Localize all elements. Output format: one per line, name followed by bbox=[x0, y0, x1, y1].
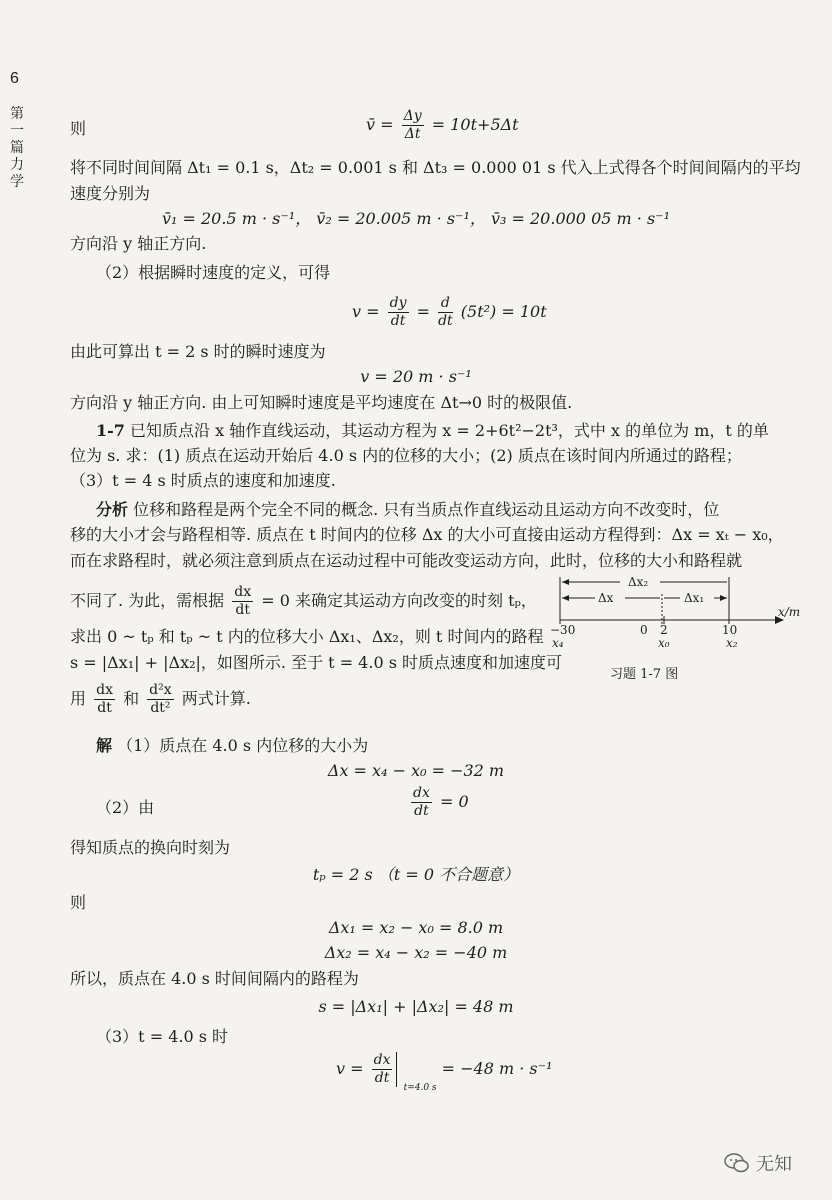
frac-den: dt² bbox=[150, 700, 171, 716]
frac-num: dx bbox=[234, 584, 252, 600]
watermark bbox=[724, 1150, 792, 1176]
fraction bbox=[372, 1052, 398, 1087]
text-line: （1）质点在 4.0 s 内位移的大小为 bbox=[117, 736, 369, 755]
arrow-dx1-head bbox=[720, 595, 727, 601]
text-line: 得知质点的换向时刻为 bbox=[70, 838, 231, 857]
fraction bbox=[388, 295, 409, 330]
arrow-dx-head bbox=[562, 595, 569, 601]
frac-den: dt bbox=[97, 700, 112, 716]
equation-dx1: Δx₁ = x₂ − x₀ = 8.0 m bbox=[328, 918, 504, 937]
frac-num: dx bbox=[373, 1052, 391, 1068]
equation-v20: v = 20 m · s⁻¹ bbox=[360, 367, 472, 386]
frac-num: d bbox=[438, 295, 453, 313]
problem-number: 1-7 bbox=[96, 421, 125, 440]
problem-statement bbox=[96, 420, 769, 442]
frac-den: dt bbox=[390, 313, 406, 329]
eq-part: v̄ = bbox=[366, 115, 394, 134]
tick-label-10: 10 bbox=[722, 623, 738, 637]
eq-part: v = bbox=[352, 302, 380, 321]
text-line: 位为 s. 求：(1) 质点在运动开始后 4.0 s 内的位移的大小；(2) 质点在该时间内所通过的路程； bbox=[70, 446, 742, 465]
point-label-x2: x₂ bbox=[726, 636, 738, 650]
eq-part: = 0 bbox=[439, 792, 469, 811]
text-line: 则 bbox=[70, 119, 87, 138]
tick-label-m30: −30 bbox=[550, 623, 576, 637]
text-line: 方向沿 y 轴正方向. bbox=[70, 234, 207, 253]
text-line: 移的大小才会与路程相等. 质点在 t 时间内的位移 Δx 的大小可直接由运动方程得到：Δx = xₜ − x₀， bbox=[70, 525, 784, 544]
wechat-icon bbox=[724, 1153, 750, 1173]
frac-num: d²x bbox=[149, 682, 172, 698]
fraction bbox=[147, 682, 173, 717]
point-label-x4: x₄ bbox=[552, 636, 564, 650]
label-dx1: Δx₁ bbox=[684, 591, 705, 605]
figure-caption: 习题 1-7 图 bbox=[610, 667, 679, 682]
text-line: 则 bbox=[70, 893, 87, 912]
point-label-x0: x₀ bbox=[658, 636, 670, 650]
frac-num: dx bbox=[96, 682, 113, 698]
text-line: （3）t = 4 s 时质点的速度和加速度. bbox=[70, 471, 336, 490]
eq-part: = bbox=[416, 302, 430, 321]
frac-num: Δy bbox=[403, 108, 422, 124]
motion-diagram bbox=[540, 572, 800, 650]
solution-heading: 解 bbox=[96, 736, 113, 755]
eq-part: v = bbox=[336, 1059, 364, 1078]
equation-avg-velocities: v̄₁ = 20.5 m · s⁻¹， v̄₂ = 20.005 m · s⁻¹， v̄₃ = 20.000 05 m · s⁻¹ bbox=[161, 209, 671, 228]
fraction bbox=[411, 785, 432, 820]
text-line: （3）t = 4.0 s 时 bbox=[96, 1027, 229, 1046]
equation-turning-time: tₚ = 2 s （t = 0 不合题意） bbox=[312, 865, 520, 884]
equation-path: s = |Δx₁| + |Δx₂| = 48 m bbox=[318, 997, 514, 1016]
solution-paragraph bbox=[96, 735, 368, 757]
text-line: 由此可算出 t = 2 s 时的瞬时速度为 bbox=[70, 342, 326, 361]
analysis-heading: 分析 bbox=[96, 500, 129, 519]
equation-avg-velocity bbox=[366, 108, 519, 143]
text-line: 所以，质点在 4.0 s 时间间隔内的路程为 bbox=[70, 969, 359, 988]
eq-part: = 0 来确定其运动方向改变的时刻 tₚ， bbox=[261, 591, 537, 610]
text-line: s = |Δx₁| + |Δx₂|，如图所示. 至于 t = 4.0 s 时质点速度和加速度可 bbox=[70, 653, 563, 672]
label-dx: Δx bbox=[598, 591, 614, 605]
eq-part: (5t²) = 10t bbox=[460, 302, 547, 321]
section-label: 第一篇 力学 bbox=[10, 106, 24, 190]
text-line-with-fraction bbox=[70, 682, 251, 717]
fraction bbox=[94, 682, 115, 717]
equation-dxdt-zero bbox=[408, 785, 469, 820]
text-line-with-fraction bbox=[70, 584, 537, 619]
frac-den: dt bbox=[235, 602, 250, 618]
arrow-dx2-head bbox=[562, 579, 569, 585]
equation-velocity-at-4s bbox=[336, 1052, 552, 1099]
equation-dx2: Δx₂ = x₄ − x₂ = −40 m bbox=[324, 943, 508, 962]
axis-label: x/m bbox=[778, 605, 800, 619]
page-number: 6 bbox=[10, 70, 19, 87]
tick-label-0: 0 bbox=[640, 623, 648, 637]
tick-label-2: 2 bbox=[660, 623, 668, 637]
text-line: 求出 0 ~ tₚ 和 tₚ ~ t 内的位移大小 Δx₁、Δx₂，则 t 时间内的路程 bbox=[70, 627, 544, 646]
eq-part: = −48 m · s⁻¹ bbox=[441, 1059, 553, 1078]
text-line: 已知质点沿 x 轴作直线运动，其运动方程为 x = 2+6t²−2t³，式中 x 的单位为 m，t 的单 bbox=[130, 421, 769, 440]
frac-num: dy bbox=[389, 295, 407, 311]
eq-part: 不同了. 为此，需根据 bbox=[70, 591, 225, 610]
equation-displacement: Δx = x₄ − x₀ = −32 m bbox=[327, 761, 505, 780]
eq-part: 用 bbox=[70, 689, 87, 708]
frac-den: dt bbox=[414, 803, 429, 819]
eq-part: = 10t+5Δt bbox=[431, 115, 519, 134]
fraction bbox=[402, 108, 424, 143]
frac-num: dx bbox=[413, 785, 430, 801]
eq-part: 和 bbox=[123, 689, 140, 708]
equation-instant-velocity bbox=[352, 295, 547, 330]
frac-den: dt bbox=[374, 1070, 390, 1086]
label-dx2: Δx₂ bbox=[628, 575, 649, 589]
frac-den: dt bbox=[438, 313, 453, 329]
eval-subscript: t=4.0 s bbox=[403, 1083, 437, 1093]
text-line: 将不同时间间隔 Δt₁ = 0.1 s，Δt₂ = 0.001 s 和 Δt₃ = 0.000 01 s 代入上式得各个时间间隔内的平均 bbox=[70, 158, 801, 177]
eq-part: 两式计算. bbox=[181, 689, 251, 708]
text-line: （2）由 bbox=[96, 798, 155, 817]
text-line: （2）根据瞬时速度的定义，可得 bbox=[96, 263, 331, 282]
frac-den: Δt bbox=[404, 126, 421, 142]
text-line: 而在求路程时，就必须注意到质点在运动过程中可能改变运动方向，此时，位移的大小和路程就 bbox=[70, 551, 743, 570]
fraction bbox=[438, 295, 453, 330]
fraction bbox=[232, 584, 253, 619]
text-line: 速度分别为 bbox=[70, 184, 151, 203]
watermark-text: 无知 bbox=[756, 1154, 792, 1174]
text-line: 方向沿 y 轴正方向. 由上可知瞬时速度是平均速度在 Δt→0 时的极限值. bbox=[70, 393, 573, 412]
text-line: 位移和路程是两个完全不同的概念. 只有当质点作直线运动且运动方向不改变时，位 bbox=[133, 500, 720, 519]
analysis-paragraph bbox=[96, 499, 719, 521]
